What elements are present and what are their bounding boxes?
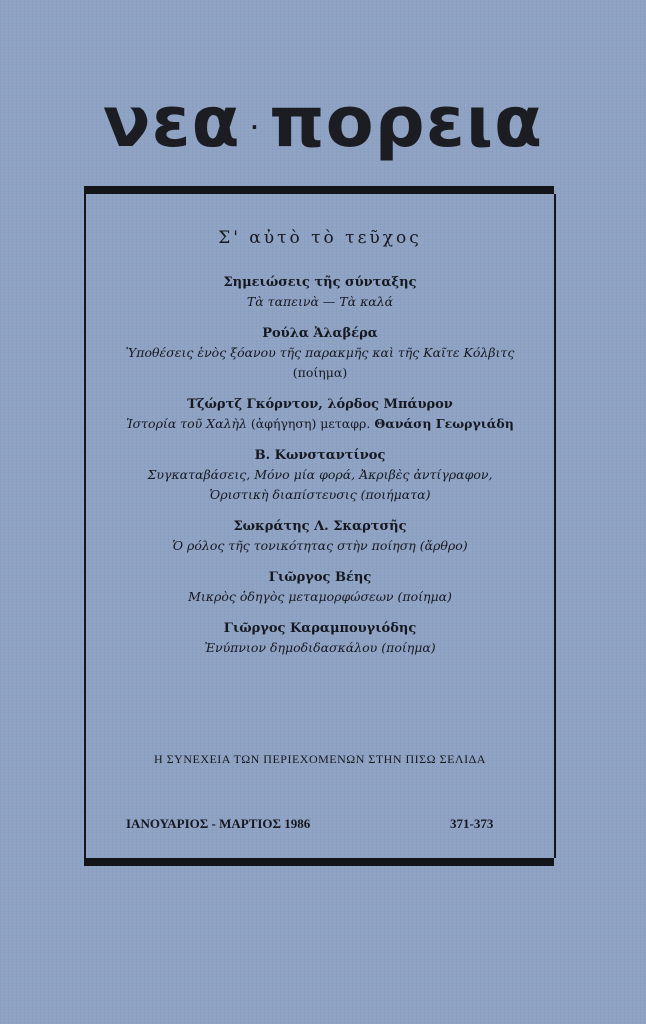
top-rule — [84, 186, 554, 194]
entry-title-note: (ἀφήγηση) μεταφρ. — [250, 416, 371, 431]
entry-author: Β. Κωνσταντίνος — [254, 448, 386, 463]
entry-title: Τὰ ταπεινὰ — Τὰ καλά — [246, 294, 394, 309]
issue-number: 371-373 — [450, 816, 494, 831]
issue-date: ΙΑΝΟΥΑΡΙΟΣ - ΜΑΡΤΙΟΣ 1986 — [126, 816, 311, 831]
entry-title: Ὑποθέσεις ἑνὸς ξόανου τῆς παρακμῆς καὶ τῆς Καῖτε Κόλβιτς — [125, 345, 515, 360]
entry-translator: Θανάση Γεωργιάδη — [374, 416, 514, 431]
toc-entry — [100, 324, 540, 383]
table-of-contents — [100, 228, 540, 670]
continued-note: Η ΣΥΝΕΧΕΙΑ ΤΩΝ ΠΕΡΙΕΧΟΜΕΝΩΝ ΣΤΗΝ ΠΙΣΩ ΣΕΛΙΔΑ — [154, 752, 486, 766]
bottom-rule — [84, 858, 554, 866]
entry-title: Ὁ ρόλος τῆς τονικότητας στὴν ποίηση (ἄρθρο) — [172, 538, 468, 553]
masthead-word-2: πορεια — [269, 81, 544, 163]
toc-entry — [100, 273, 540, 312]
toc-entry — [100, 446, 540, 505]
entry-author: Ρούλα Ἀλαβέρα — [262, 326, 378, 341]
toc-entry — [100, 568, 540, 607]
masthead-title — [0, 82, 646, 162]
entry-author: Τζώρτζ Γκόρντον, λόρδος Μπάυρον — [187, 397, 453, 412]
entry-genre: (ποίημα) — [292, 365, 348, 380]
entry-title: Μικρὸς ὁδηγὸς μεταμορφώσεων (ποίημα) — [188, 589, 452, 604]
toc-entry — [100, 395, 540, 434]
contents-heading: Σ' αὐτὸ τὸ τεῦχος — [218, 228, 422, 248]
entry-author: Σωκράτης Λ. Σκαρτσῆς — [233, 519, 407, 534]
toc-entry — [100, 517, 540, 556]
toc-entry — [100, 619, 540, 658]
masthead-word-1: νεα — [102, 81, 241, 163]
entry-author: Σημειώσεις τῆς σύνταξης — [223, 275, 417, 290]
entry-title-italic: Ἱστορία τοῦ Χαλὴλ — [126, 416, 247, 431]
entry-title: Συγκαταβάσεις, Μόνο μία φορά, Ἀκριβὲς ἀντίγραφον, — [147, 467, 493, 482]
entry-title-line-2: Ὁριστικὴ διαπίστευσις (ποιήματα) — [209, 487, 431, 502]
masthead-separator: · — [250, 114, 260, 139]
entry-author: Γιῶργος Καραμπουγιόδης — [223, 621, 417, 636]
entry-title: Ἐνύπνιον δημοδιδασκάλου (ποίημα) — [204, 640, 436, 655]
entry-title — [100, 414, 540, 434]
entry-title-line-2 — [100, 363, 540, 383]
entry-author: Γιῶργος Βέης — [268, 570, 372, 585]
